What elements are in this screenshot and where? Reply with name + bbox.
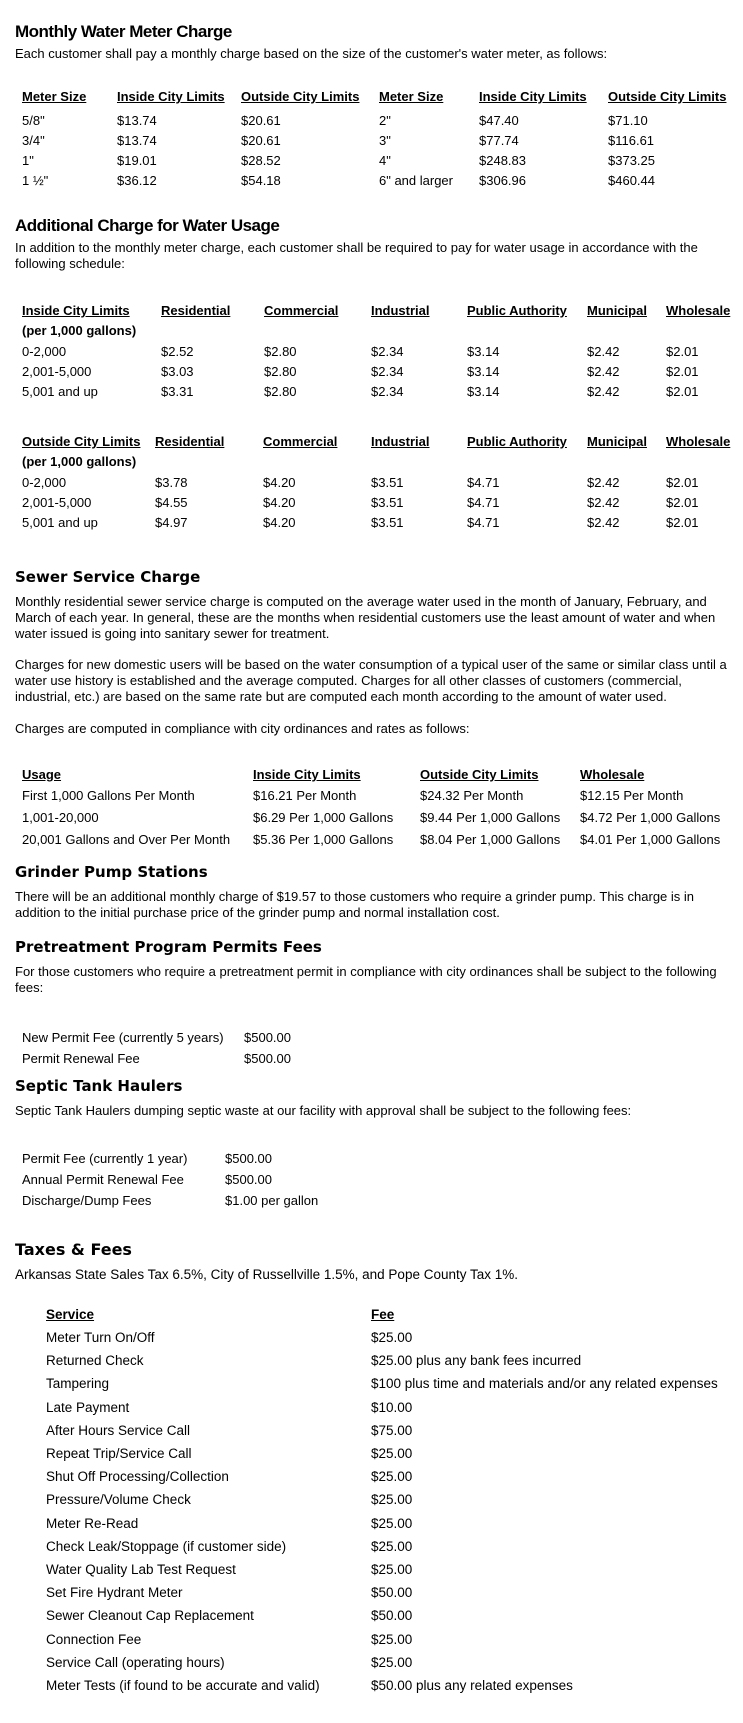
usage-cell: $2.42	[587, 384, 620, 399]
usage-cell: $3.51	[371, 475, 404, 490]
taxes-cell: Set Fire Hydrant Meter	[46, 1585, 183, 1601]
meter-cell: 6" and larger	[379, 173, 453, 188]
usage-cell: $2.01	[666, 495, 699, 510]
sewer-header: Wholesale	[580, 767, 645, 782]
meter-title: Monthly Water Meter Charge	[15, 22, 232, 41]
meter-cell: $306.96	[479, 173, 526, 188]
usage-cell: $4.71	[467, 515, 500, 530]
taxes-header: Service	[46, 1307, 95, 1322]
usage-cell: $3.14	[467, 384, 500, 399]
taxes-title: Taxes & Fees	[15, 1240, 132, 1259]
sewer-cell: First 1,000 Gallons Per Month	[22, 788, 195, 803]
taxes-cell: $25.00	[371, 1631, 413, 1647]
taxes-cell: $25.00	[371, 1330, 413, 1345]
taxes-cell: Connection Fee	[46, 1631, 142, 1647]
usage-header: Industrial	[371, 434, 430, 449]
meter-cell: $116.61	[608, 133, 655, 148]
sewer-cell: $4.01 Per 1,000 Gallons	[580, 832, 721, 847]
meter-cell: 1"	[22, 153, 34, 168]
taxes-cell: Sewer Cleanout Cap Replacement	[46, 1608, 254, 1624]
usage-cell: $4.20	[263, 475, 296, 490]
taxes-cell: $25.00	[371, 1469, 413, 1485]
sewer-cell: $8.04 Per 1,000 Gallons	[420, 832, 561, 847]
meter-cell: 3"	[379, 133, 391, 148]
taxes-header: Fee	[371, 1307, 395, 1322]
meter-cell: $47.40	[479, 113, 519, 128]
usage-cell: $2.34	[371, 344, 404, 359]
pretreat-text: For those customers who require a pretreatment permit in compliance with city ordinances shall be subject to the following fees:	[15, 964, 717, 995]
meter-cell: $13.74	[117, 133, 157, 148]
taxes-cell: $25.00	[371, 1538, 413, 1554]
septic-cell: Annual Permit Renewal Fee	[22, 1172, 184, 1187]
meter-cell: $460.44	[608, 173, 655, 188]
septic-text: Septic Tank Haulers dumping septic waste at our facility with approval shall be subject to the following fees:	[15, 1103, 632, 1118]
usage-cell: $3.78	[155, 475, 188, 490]
usage-header: Industrial	[371, 303, 430, 318]
sewer-cell: $5.36 Per 1,000 Gallons	[253, 832, 394, 847]
usage-cell: $2.34	[371, 384, 404, 399]
sewer-header: Usage	[22, 767, 62, 782]
usage-cell: 2,001-5,000	[22, 495, 92, 510]
usage-cell: $4.20	[263, 495, 296, 510]
sewer-paragraph-2: Charges for new domestic users will be based on the water consumption of a typical user of the same or similar class until a water use history is established and the average computed. Charges for all other classes of customers (commercial, industrial, etc.) are based on the same rate but are computed each month according to the amount of water used.	[15, 657, 727, 704]
usage-header: Wholesale	[666, 303, 731, 318]
usage-cell: $2.42	[587, 475, 620, 490]
usage-cell: $2.80	[264, 344, 297, 359]
usage-cell: $2.01	[666, 475, 699, 490]
septic-cell: Permit Fee (currently 1 year)	[22, 1151, 188, 1166]
usage-cell: $4.20	[263, 515, 296, 530]
usage-cell: $3.14	[467, 364, 500, 379]
taxes-cell: Late Payment	[46, 1399, 130, 1415]
taxes-cell: $25.00	[371, 1492, 413, 1508]
usage-header: Municipal	[587, 434, 647, 449]
taxes-cell: $50.00 plus any related expenses	[371, 1678, 573, 1693]
usage-header: Municipal	[587, 303, 647, 318]
usage-cell: $2.80	[264, 384, 297, 399]
meter-cell: $19.01	[117, 153, 157, 168]
sewer-paragraph-3: Charges are computed in compliance with city ordinances and rates as follows:	[15, 721, 470, 736]
septic-cell: Discharge/Dump Fees	[22, 1193, 152, 1208]
taxes-cell: $25.00 plus any bank fees incurred	[371, 1353, 582, 1369]
usage-cell: $3.14	[467, 344, 500, 359]
sewer-cell: $4.72 Per 1,000 Gallons	[580, 810, 721, 825]
septic-title: Septic Tank Haulers	[15, 1077, 183, 1095]
meter-cell: 4"	[379, 153, 391, 168]
meter-cell: $13.74	[117, 113, 157, 128]
taxes-cell: Check Leak/Stoppage (if customer side)	[46, 1538, 287, 1554]
taxes-cell: $75.00	[371, 1422, 413, 1438]
usage-cell: $3.31	[161, 384, 194, 399]
usage-cell: $4.97	[155, 515, 188, 530]
usage-cell: $2.42	[587, 495, 620, 510]
taxes-cell: $50.00	[371, 1608, 413, 1624]
meter-header: Inside City Limits	[479, 89, 587, 104]
usage-cell: 0-2,000	[22, 344, 67, 359]
meter-cell: 5/8"	[22, 113, 45, 128]
taxes-cell: $25.00	[371, 1654, 413, 1670]
taxes-cell: Meter Turn On/Off	[46, 1330, 155, 1345]
meter-header: Meter Size	[22, 89, 87, 104]
sewer-cell: $12.15 Per Month	[580, 788, 684, 803]
pretreat-cell: $500.00	[244, 1030, 291, 1045]
usage-header: Commercial	[263, 434, 338, 449]
sewer-cell: $9.44 Per 1,000 Gallons	[420, 810, 561, 825]
taxes-cell: $25.00	[371, 1562, 413, 1577]
grinder-text: There will be an additional monthly charge of $19.57 to those customers who require a grinder pump. This charge is in addition to the initial purchase price of the grinder pump and normal installation cost.	[15, 889, 695, 920]
usage-cell: $2.42	[587, 515, 620, 530]
meter-cell: $77.74	[479, 133, 519, 148]
taxes-text: Arkansas State Sales Tax 6.5%, City of Russellville 1.5%, and Pope County Tax 1%.	[15, 1267, 519, 1282]
sewer-title: Sewer Service Charge	[15, 568, 201, 586]
usage-cell: $4.71	[467, 475, 500, 490]
sewer-header: Inside City Limits	[253, 767, 361, 782]
usage-cell: $3.03	[161, 364, 194, 379]
usage-header: Public Authority	[467, 434, 567, 449]
usage-cell: $2.01	[666, 364, 699, 379]
usage-cell: $2.52	[161, 344, 194, 359]
taxes-cell: $100 plus time and materials and/or any related expenses	[371, 1376, 718, 1392]
usage-cell: $2.01	[666, 384, 699, 399]
usage-cell: $2.42	[587, 364, 620, 379]
sewer-paragraph-1: Monthly residential sewer service charge is computed on the average water used in the month of January, February, and March of each year. In general, these are the months when residential customers use the least amount of water and when water issued is going into sanitary sewer for treatment.	[15, 594, 716, 641]
meter-cell: $54.18	[241, 173, 281, 188]
meter-header: Meter Size	[379, 89, 444, 104]
usage-cell: $2.42	[587, 344, 620, 359]
meter-cell: $36.12	[117, 173, 157, 188]
usage-cell: $4.55	[155, 495, 188, 510]
meter-cell: $20.61	[241, 133, 281, 148]
usage-intro: In addition to the monthly meter charge, each customer shall be required to pay for water usage in accordance with the following schedule:	[15, 240, 698, 271]
meter-cell: 2"	[379, 113, 391, 128]
meter-cell: $20.61	[241, 113, 281, 128]
taxes-cell: Repeat Trip/Service Call	[46, 1446, 192, 1461]
septic-cell: $1.00 per gallon	[225, 1193, 319, 1208]
sewer-cell: 20,001 Gallons and Over Per Month	[22, 832, 231, 847]
meter-header: Outside City Limits	[241, 89, 360, 104]
usage-cell: 2,001-5,000	[22, 364, 92, 379]
taxes-cell: Shut Off Processing/Collection	[46, 1469, 229, 1485]
usage-cell: $3.51	[371, 495, 404, 510]
taxes-cell: $25.00	[371, 1515, 413, 1531]
usage-cell: $2.80	[264, 364, 297, 379]
meter-cell: 3/4"	[22, 133, 45, 148]
taxes-cell: $10.00	[371, 1399, 413, 1415]
septic-cell: $500.00	[225, 1172, 272, 1187]
meter-cell: 1 ½"	[22, 173, 49, 188]
pretreat-cell: New Permit Fee (currently 5 years)	[22, 1030, 224, 1045]
taxes-cell: Meter Tests (if found to be accurate and valid)	[46, 1678, 320, 1693]
usage-title: Additional Charge for Water Usage	[15, 216, 280, 235]
taxes-cell: Water Quality Lab Test Request	[46, 1562, 236, 1577]
taxes-cell: Pressure/Volume Check	[46, 1492, 191, 1508]
meter-cell: $28.52	[241, 153, 281, 168]
usage-cell: $2.01	[666, 515, 699, 530]
taxes-cell: $50.00	[371, 1585, 413, 1601]
taxes-cell: Service Call (operating hours)	[46, 1654, 225, 1670]
meter-cell: $71.10	[608, 113, 648, 128]
usage-header: Wholesale	[666, 434, 731, 449]
sewer-header: Outside City Limits	[420, 767, 539, 782]
usage-header: Residential	[155, 434, 225, 449]
taxes-cell: Returned Check	[46, 1353, 144, 1369]
usage-cell: 5,001 and up	[22, 515, 98, 530]
taxes-cell: $25.00	[371, 1446, 413, 1461]
usage-cell: $4.71	[467, 495, 500, 510]
usage-header: Public Authority	[467, 303, 567, 318]
sewer-cell: $16.21 Per Month	[253, 788, 357, 803]
usage-header: Inside City Limits	[22, 303, 130, 318]
meter-header: Outside City Limits	[608, 89, 727, 104]
usage-header: Outside City Limits	[22, 434, 141, 449]
meter-cell: $248.83	[479, 153, 526, 168]
meter-header: Inside City Limits	[117, 89, 225, 104]
meter-intro: Each customer shall pay a monthly charge based on the size of the customer's water meter, as follows:	[15, 46, 608, 61]
taxes-cell: Meter Re-Read	[46, 1515, 139, 1531]
sewer-cell: 1,001-20,000	[22, 810, 99, 825]
pretreat-cell: Permit Renewal Fee	[22, 1051, 140, 1066]
meter-cell: $373.25	[608, 153, 655, 168]
usage-header: Commercial	[264, 303, 339, 318]
taxes-cell: After Hours Service Call	[46, 1422, 191, 1438]
usage-cell: $2.01	[666, 344, 699, 359]
pretreat-cell: $500.00	[244, 1051, 291, 1066]
usage-header: Residential	[161, 303, 231, 318]
grinder-title: Grinder Pump Stations	[15, 863, 208, 881]
usage-cell: 0-2,000	[22, 475, 67, 490]
usage-cell: 5,001 and up	[22, 384, 98, 399]
usage-cell: $2.34	[371, 364, 404, 379]
pretreat-title: Pretreatment Program Permits Fees	[15, 938, 322, 956]
usage-unit-label: (per 1,000 gallons)	[22, 323, 137, 338]
usage-unit-label: (per 1,000 gallons)	[22, 454, 137, 469]
usage-cell: $3.51	[371, 515, 404, 530]
taxes-cell: Tampering	[46, 1376, 110, 1392]
sewer-cell: $6.29 Per 1,000 Gallons	[253, 810, 394, 825]
sewer-cell: $24.32 Per Month	[420, 788, 524, 803]
septic-cell: $500.00	[225, 1151, 272, 1166]
